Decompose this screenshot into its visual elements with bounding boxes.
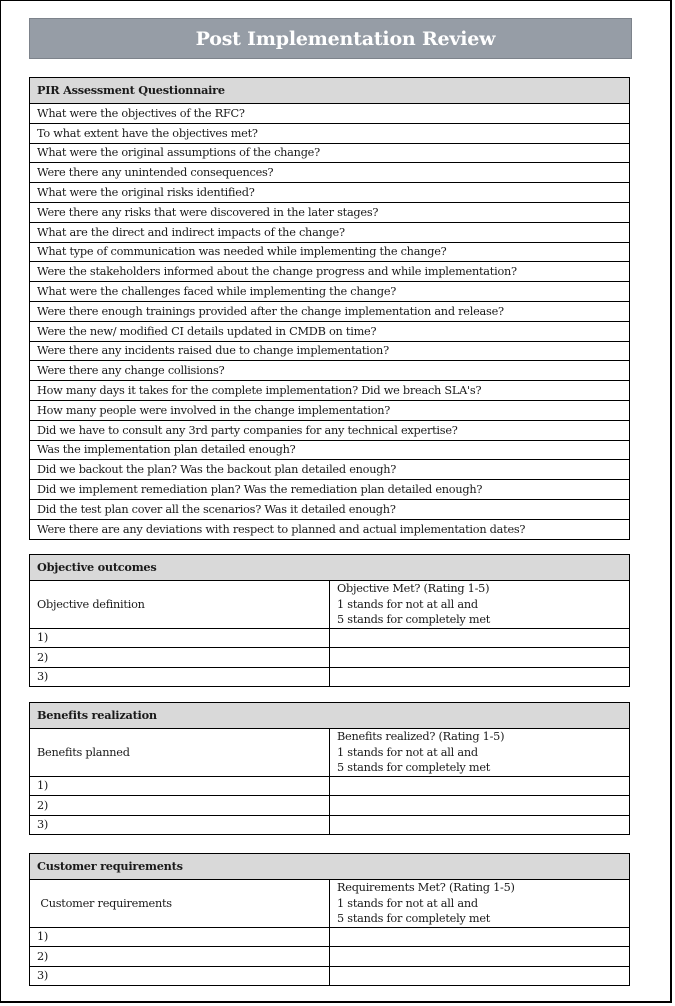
rating-instruction-line: Objective Met? (Rating 1-5) [337,582,490,595]
rating-instruction-line: 1 stands for not at all and [337,597,478,611]
column-header-row [30,729,630,777]
question-row [30,321,630,341]
question-text: Were the stakeholders informed about the change progress and while implementation? [30,262,630,282]
question-text: What were the challenges faced while implementing the change? [30,282,630,302]
title-banner [29,18,632,59]
question-row [30,183,630,203]
rating-instruction-line: 5 stands for completely met [337,761,491,774]
entry-row [30,815,630,835]
question-row [30,460,630,480]
question-text: Was the implementation plan detailed enough? [30,440,630,460]
entry-row [30,796,630,816]
rating-instructions [330,729,630,777]
rating-instruction-line: 5 stands for completely met [337,613,491,626]
question-row [30,123,630,143]
column-header-left: Customer requirements [30,880,330,928]
objective-outcomes-table [29,554,630,687]
table-header-row [30,854,630,880]
question-text: How many people were involved in the change implementation? [30,400,630,420]
entry-cell[interactable]: 2) [30,947,330,967]
entry-cell[interactable]: 2) [30,796,330,816]
rating-cell[interactable] [330,947,630,967]
question-row [30,143,630,163]
question-row [30,361,630,381]
question-text: Did we backout the plan? Was the backout plan detailed enough? [30,460,630,480]
question-row [30,341,630,361]
question-text: Did we implement remediation plan? Was the remediation plan detailed enough? [30,480,630,500]
entry-row [30,776,630,796]
entry-cell[interactable]: 3) [30,966,330,986]
rating-cell[interactable] [330,776,630,796]
question-text: Did the test plan cover all the scenarios? Was it detailed enough? [30,499,630,519]
table-header-row [30,703,630,729]
question-row [30,519,630,539]
question-text: What are the direct and indirect impacts of the change? [30,222,630,242]
rating-instruction-line: 5 stands for completely met [337,912,491,925]
question-text: Were there any unintended consequences? [30,163,630,183]
benefits-realization-table [29,702,630,835]
question-row [30,420,630,440]
entry-cell[interactable]: 3) [30,667,330,687]
question-row [30,262,630,282]
entry-row [30,667,630,687]
question-text: Were the new/ modified CI details updated in CMDB on time? [30,321,630,341]
entry-cell[interactable]: 1) [30,776,330,796]
question-row [30,163,630,183]
question-text: Were there enough trainings provided after the change implementation and release? [30,301,630,321]
section-heading: PIR Assessment Questionnaire [30,78,630,104]
rating-cell[interactable] [330,815,630,835]
entry-row [30,628,630,648]
question-text: How many days it takes for the complete implementation? Did we breach SLA's? [30,381,630,401]
column-header-row [30,880,630,928]
rating-cell[interactable] [330,966,630,986]
entry-row [30,947,630,967]
rating-instruction-line: Requirements Met? (Rating 1-5) [337,881,515,894]
customer-requirements-table [29,853,630,986]
rating-instruction-line: 1 stands for not at all and [337,896,478,910]
entry-row [30,927,630,947]
question-row [30,400,630,420]
entry-cell[interactable]: 1) [30,927,330,947]
entry-row [30,966,630,986]
entry-cell[interactable]: 2) [30,648,330,668]
rating-cell[interactable] [330,648,630,668]
question-row [30,381,630,401]
rating-cell[interactable] [330,796,630,816]
table-header-row [30,555,630,581]
entry-cell[interactable]: 1) [30,628,330,648]
section-heading: Customer requirements [30,854,630,880]
entry-row [30,648,630,668]
rating-cell[interactable] [330,667,630,687]
question-text: To what extent have the objectives met? [30,123,630,143]
question-row [30,499,630,519]
question-row [30,480,630,500]
question-text: What were the original assumptions of the change? [30,143,630,163]
section-heading: Benefits realization [30,703,630,729]
rating-cell[interactable] [330,927,630,947]
question-row [30,440,630,460]
column-header-row [30,581,630,629]
question-text: What type of communication was needed while implementing the change? [30,242,630,262]
rating-instruction-line: 1 stands for not at all and [337,745,478,759]
question-text: Were there any incidents raised due to change implementation? [30,341,630,361]
rating-instruction-line: Benefits realized? (Rating 1-5) [337,730,505,743]
rating-cell[interactable] [330,628,630,648]
question-text: Were there any change collisions? [30,361,630,381]
section-heading: Objective outcomes [30,555,630,581]
question-text: Were there are any deviations with respect to planned and actual implementation dates? [30,519,630,539]
question-row [30,242,630,262]
column-header-left: Benefits planned [30,729,330,777]
rating-instructions [330,880,630,928]
page-title: Post Implementation Review [195,27,496,50]
entry-cell[interactable]: 3) [30,815,330,835]
question-text: Were there any risks that were discovered in the later stages? [30,202,630,222]
question-text: What were the original risks identified? [30,183,630,203]
question-row [30,202,630,222]
question-row [30,282,630,302]
question-row [30,104,630,124]
table-header-row [30,78,630,104]
question-text: Did we have to consult any 3rd party companies for any technical expertise? [30,420,630,440]
column-header-left: Objective definition [30,581,330,629]
pir-questionnaire-table [29,77,630,540]
rating-instructions [330,581,630,629]
question-text: What were the objectives of the RFC? [30,104,630,124]
question-row [30,301,630,321]
question-row [30,222,630,242]
